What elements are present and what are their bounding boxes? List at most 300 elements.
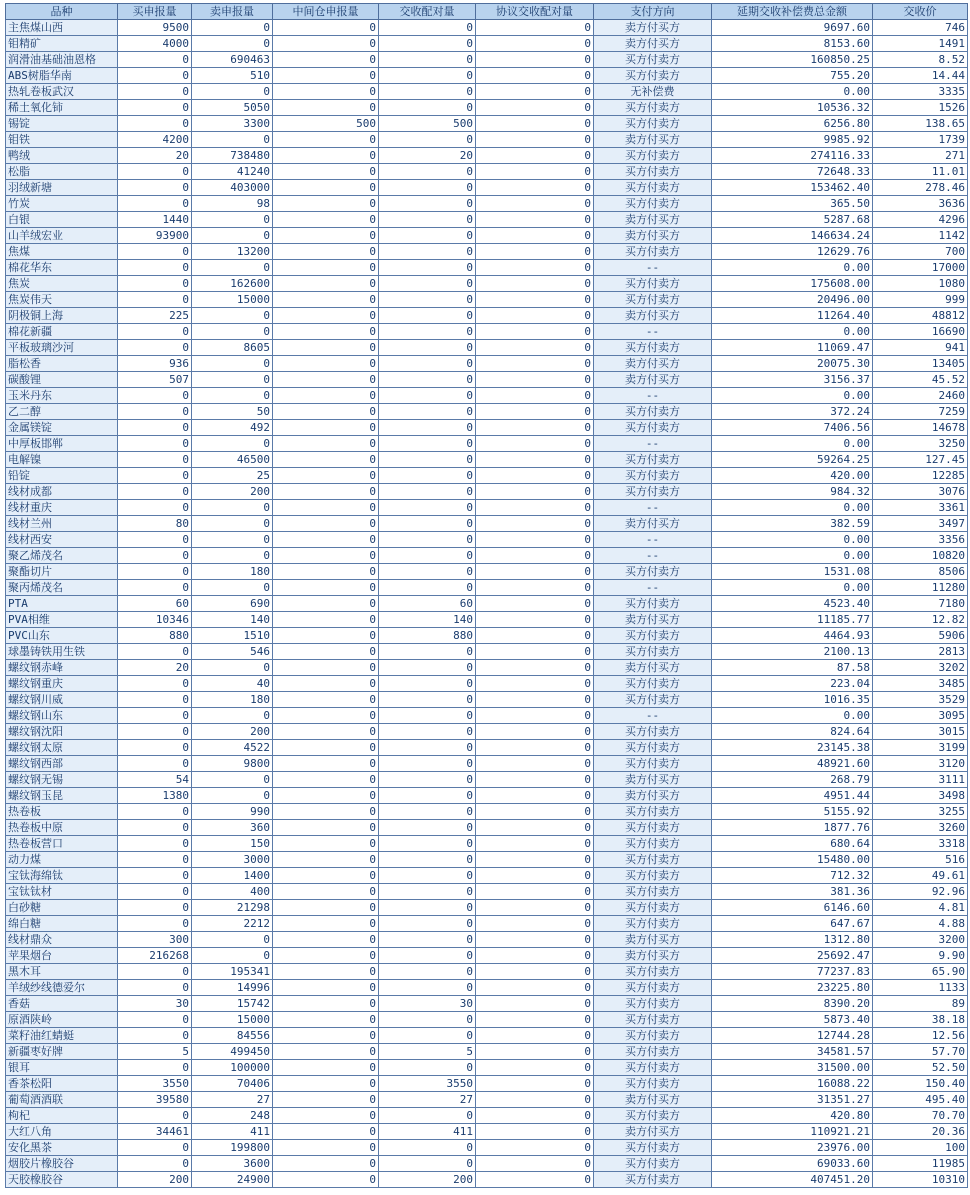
cell-pay-direction: 买方付卖方	[594, 740, 712, 756]
table-row	[6, 852, 968, 868]
cell-delivery-price: 3095	[873, 708, 968, 724]
cell-pay-direction: --	[594, 436, 712, 452]
cell-variety: 焦煤	[6, 244, 118, 260]
table-row	[6, 884, 968, 900]
cell-middle-qty: 0	[273, 356, 379, 372]
cell-matched-qty: 0	[379, 980, 476, 996]
cell-middle-qty: 0	[273, 548, 379, 564]
cell-sell-qty: 15000	[192, 292, 273, 308]
cell-sell-qty: 0	[192, 660, 273, 676]
cell-buy-qty: 0	[118, 1108, 192, 1124]
cell-pay-direction: 买方付卖方	[594, 52, 712, 68]
col-header-compensation-amount: 延期交收补偿费总金额	[712, 4, 873, 20]
cell-agreement-qty: 0	[476, 196, 594, 212]
cell-middle-qty: 0	[273, 996, 379, 1012]
table-row	[6, 324, 968, 340]
cell-sell-qty: 200	[192, 724, 273, 740]
cell-middle-qty: 0	[273, 916, 379, 932]
cell-pay-direction: 卖方付买方	[594, 660, 712, 676]
cell-agreement-qty: 0	[476, 996, 594, 1012]
cell-delivery-price: 92.96	[873, 884, 968, 900]
cell-buy-qty: 54	[118, 772, 192, 788]
cell-middle-qty: 0	[273, 932, 379, 948]
cell-middle-qty: 500	[273, 116, 379, 132]
cell-pay-direction: 卖方付买方	[594, 948, 712, 964]
cell-sell-qty: 0	[192, 532, 273, 548]
cell-agreement-qty: 0	[476, 1076, 594, 1092]
col-header-buy-qty: 买申报量	[118, 4, 192, 20]
cell-agreement-qty: 0	[476, 164, 594, 180]
cell-matched-qty: 0	[379, 564, 476, 580]
cell-sell-qty: 0	[192, 500, 273, 516]
cell-variety: 羊绒纱线德爱尔	[6, 980, 118, 996]
cell-compensation-amount: 20496.00	[712, 292, 873, 308]
cell-agreement-qty: 0	[476, 148, 594, 164]
cell-sell-qty: 2212	[192, 916, 273, 932]
cell-buy-qty: 0	[118, 1060, 192, 1076]
cell-buy-qty: 0	[118, 756, 192, 772]
cell-compensation-amount: 274116.33	[712, 148, 873, 164]
cell-agreement-qty: 0	[476, 788, 594, 804]
cell-pay-direction: --	[594, 580, 712, 596]
cell-variety: 润滑油基础油恩格	[6, 52, 118, 68]
cell-compensation-amount: 824.64	[712, 724, 873, 740]
cell-agreement-qty: 0	[476, 612, 594, 628]
cell-compensation-amount: 16088.22	[712, 1076, 873, 1092]
cell-middle-qty: 0	[273, 148, 379, 164]
cell-delivery-price: 38.18	[873, 1012, 968, 1028]
cell-agreement-qty: 0	[476, 948, 594, 964]
cell-variety: 线材兰州	[6, 516, 118, 532]
cell-compensation-amount: 160850.25	[712, 52, 873, 68]
table-row	[6, 1028, 968, 1044]
cell-matched-qty: 0	[379, 708, 476, 724]
cell-matched-qty: 0	[379, 852, 476, 868]
cell-sell-qty: 0	[192, 388, 273, 404]
cell-pay-direction: 卖方付买方	[594, 1092, 712, 1108]
cell-buy-qty: 0	[118, 564, 192, 580]
cell-matched-qty: 0	[379, 1012, 476, 1028]
cell-delivery-price: 11280	[873, 580, 968, 596]
cell-variety: 绵白糖	[6, 916, 118, 932]
cell-matched-qty: 411	[379, 1124, 476, 1140]
cell-compensation-amount: 9697.60	[712, 20, 873, 36]
cell-agreement-qty: 0	[476, 20, 594, 36]
cell-middle-qty: 0	[273, 788, 379, 804]
table-row	[6, 20, 968, 36]
cell-agreement-qty: 0	[476, 1108, 594, 1124]
cell-variety: 聚酯切片	[6, 564, 118, 580]
cell-pay-direction: --	[594, 260, 712, 276]
cell-compensation-amount: 1531.08	[712, 564, 873, 580]
cell-agreement-qty: 0	[476, 356, 594, 372]
cell-compensation-amount: 8390.20	[712, 996, 873, 1012]
cell-agreement-qty: 0	[476, 852, 594, 868]
cell-sell-qty: 248	[192, 1108, 273, 1124]
table-row	[6, 276, 968, 292]
cell-compensation-amount: 23976.00	[712, 1140, 873, 1156]
cell-delivery-price: 3636	[873, 196, 968, 212]
cell-buy-qty: 0	[118, 836, 192, 852]
cell-delivery-price: 57.70	[873, 1044, 968, 1060]
table-row	[6, 1012, 968, 1028]
cell-sell-qty: 0	[192, 308, 273, 324]
cell-buy-qty: 0	[118, 468, 192, 484]
cell-delivery-price: 3529	[873, 692, 968, 708]
cell-sell-qty: 21298	[192, 900, 273, 916]
cell-delivery-price: 11.01	[873, 164, 968, 180]
table-row	[6, 868, 968, 884]
cell-pay-direction: 买方付卖方	[594, 404, 712, 420]
cell-sell-qty: 50	[192, 404, 273, 420]
cell-sell-qty: 4522	[192, 740, 273, 756]
cell-middle-qty: 0	[273, 1044, 379, 1060]
cell-sell-qty: 0	[192, 708, 273, 724]
cell-buy-qty: 4000	[118, 36, 192, 52]
cell-matched-qty: 5	[379, 1044, 476, 1060]
cell-variety: 线材鼎众	[6, 932, 118, 948]
table-row	[6, 468, 968, 484]
cell-matched-qty: 0	[379, 1156, 476, 1172]
cell-buy-qty: 3550	[118, 1076, 192, 1092]
cell-variety: 热卷板中原	[6, 820, 118, 836]
cell-variety: 脂松香	[6, 356, 118, 372]
cell-delivery-price: 45.52	[873, 372, 968, 388]
cell-middle-qty: 0	[273, 20, 379, 36]
cell-variety: 钼铁	[6, 132, 118, 148]
cell-variety: 稀土氧化铈	[6, 100, 118, 116]
table-row	[6, 1076, 968, 1092]
cell-matched-qty: 27	[379, 1092, 476, 1108]
cell-compensation-amount: 11185.77	[712, 612, 873, 628]
table-row	[6, 132, 968, 148]
cell-matched-qty: 140	[379, 612, 476, 628]
cell-variety: 钼精矿	[6, 36, 118, 52]
cell-delivery-price: 14.44	[873, 68, 968, 84]
cell-variety: ABS树脂华南	[6, 68, 118, 84]
cell-pay-direction: 买方付卖方	[594, 164, 712, 180]
cell-pay-direction: 买方付卖方	[594, 1156, 712, 1172]
cell-matched-qty: 0	[379, 228, 476, 244]
cell-middle-qty: 0	[273, 308, 379, 324]
cell-middle-qty: 0	[273, 196, 379, 212]
cell-matched-qty: 0	[379, 404, 476, 420]
cell-delivery-price: 700	[873, 244, 968, 260]
cell-compensation-amount: 77237.83	[712, 964, 873, 980]
cell-matched-qty: 0	[379, 964, 476, 980]
cell-sell-qty: 403000	[192, 180, 273, 196]
cell-middle-qty: 0	[273, 100, 379, 116]
col-header-matched-qty: 交收配对量	[379, 4, 476, 20]
cell-buy-qty: 0	[118, 852, 192, 868]
cell-pay-direction: 买方付卖方	[594, 1172, 712, 1188]
table-row	[6, 260, 968, 276]
cell-compensation-amount: 12629.76	[712, 244, 873, 260]
cell-matched-qty: 0	[379, 52, 476, 68]
cell-sell-qty: 738480	[192, 148, 273, 164]
cell-compensation-amount: 0.00	[712, 388, 873, 404]
cell-delivery-price: 516	[873, 852, 968, 868]
cell-delivery-price: 138.65	[873, 116, 968, 132]
cell-compensation-amount: 5873.40	[712, 1012, 873, 1028]
cell-middle-qty: 0	[273, 1060, 379, 1076]
cell-pay-direction: 买方付卖方	[594, 692, 712, 708]
cell-variety: 枸杞	[6, 1108, 118, 1124]
cell-buy-qty: 0	[118, 916, 192, 932]
cell-matched-qty: 0	[379, 196, 476, 212]
cell-buy-qty: 0	[118, 116, 192, 132]
cell-buy-qty: 39580	[118, 1092, 192, 1108]
cell-agreement-qty: 0	[476, 564, 594, 580]
cell-delivery-price: 5906	[873, 628, 968, 644]
cell-agreement-qty: 0	[476, 532, 594, 548]
cell-buy-qty: 0	[118, 420, 192, 436]
cell-agreement-qty: 0	[476, 404, 594, 420]
table-row	[6, 932, 968, 948]
cell-pay-direction: 买方付卖方	[594, 196, 712, 212]
cell-compensation-amount: 59264.25	[712, 452, 873, 468]
cell-delivery-price: 14678	[873, 420, 968, 436]
cell-delivery-price: 1739	[873, 132, 968, 148]
table-row	[6, 100, 968, 116]
cell-sell-qty: 180	[192, 564, 273, 580]
table-row	[6, 420, 968, 436]
cell-matched-qty: 0	[379, 260, 476, 276]
cell-pay-direction: 买方付卖方	[594, 916, 712, 932]
cell-delivery-price: 3076	[873, 484, 968, 500]
cell-pay-direction: 买方付卖方	[594, 900, 712, 916]
table-row	[6, 676, 968, 692]
cell-variety: 鸭绒	[6, 148, 118, 164]
cell-sell-qty: 0	[192, 932, 273, 948]
cell-sell-qty: 14996	[192, 980, 273, 996]
cell-compensation-amount: 3156.37	[712, 372, 873, 388]
cell-matched-qty: 0	[379, 180, 476, 196]
cell-variety: 铅锭	[6, 468, 118, 484]
cell-matched-qty: 0	[379, 548, 476, 564]
cell-buy-qty: 0	[118, 548, 192, 564]
cell-pay-direction: 买方付卖方	[594, 868, 712, 884]
cell-matched-qty: 0	[379, 500, 476, 516]
col-header-delivery-price: 交收价	[873, 4, 968, 20]
cell-buy-qty: 0	[118, 244, 192, 260]
cell-matched-qty: 0	[379, 692, 476, 708]
cell-delivery-price: 3120	[873, 756, 968, 772]
cell-compensation-amount: 0.00	[712, 500, 873, 516]
table-row	[6, 692, 968, 708]
cell-agreement-qty: 0	[476, 340, 594, 356]
cell-matched-qty: 0	[379, 132, 476, 148]
cell-pay-direction: 买方付卖方	[594, 1076, 712, 1092]
cell-delivery-price: 8.52	[873, 52, 968, 68]
cell-agreement-qty: 0	[476, 676, 594, 692]
cell-sell-qty: 690	[192, 596, 273, 612]
cell-variety: 聚乙烯茂名	[6, 548, 118, 564]
cell-buy-qty: 4200	[118, 132, 192, 148]
cell-agreement-qty: 0	[476, 292, 594, 308]
table-row	[6, 180, 968, 196]
cell-pay-direction: 卖方付买方	[594, 772, 712, 788]
table-row	[6, 708, 968, 724]
cell-pay-direction: --	[594, 548, 712, 564]
cell-pay-direction: 买方付卖方	[594, 1028, 712, 1044]
cell-pay-direction: --	[594, 532, 712, 548]
cell-pay-direction: 买方付卖方	[594, 68, 712, 84]
cell-agreement-qty: 0	[476, 708, 594, 724]
cell-middle-qty: 0	[273, 324, 379, 340]
cell-matched-qty: 0	[379, 468, 476, 484]
table-row	[6, 1172, 968, 1188]
cell-middle-qty: 0	[273, 516, 379, 532]
cell-variety: 锡锭	[6, 116, 118, 132]
table-row	[6, 52, 968, 68]
cell-buy-qty: 0	[118, 180, 192, 196]
table-row	[6, 436, 968, 452]
cell-delivery-price: 3255	[873, 804, 968, 820]
cell-buy-qty: 0	[118, 964, 192, 980]
cell-middle-qty: 0	[273, 532, 379, 548]
cell-buy-qty: 0	[118, 804, 192, 820]
cell-matched-qty: 200	[379, 1172, 476, 1188]
cell-pay-direction: 买方付卖方	[594, 420, 712, 436]
cell-delivery-price: 4296	[873, 212, 968, 228]
cell-matched-qty: 0	[379, 212, 476, 228]
cell-pay-direction: 买方付卖方	[594, 820, 712, 836]
cell-agreement-qty: 0	[476, 52, 594, 68]
cell-middle-qty: 0	[273, 756, 379, 772]
cell-pay-direction: 卖方付买方	[594, 20, 712, 36]
cell-compensation-amount: 1312.80	[712, 932, 873, 948]
cell-agreement-qty: 0	[476, 1060, 594, 1076]
table-body	[6, 20, 968, 1188]
cell-agreement-qty: 0	[476, 964, 594, 980]
cell-sell-qty: 3300	[192, 116, 273, 132]
cell-middle-qty: 0	[273, 564, 379, 580]
cell-compensation-amount: 31500.00	[712, 1060, 873, 1076]
cell-delivery-price: 13405	[873, 356, 968, 372]
cell-pay-direction: 买方付卖方	[594, 1108, 712, 1124]
cell-matched-qty: 0	[379, 484, 476, 500]
cell-buy-qty: 200	[118, 1172, 192, 1188]
cell-compensation-amount: 0.00	[712, 580, 873, 596]
cell-matched-qty: 0	[379, 820, 476, 836]
delivery-compensation-table	[5, 3, 968, 1188]
cell-buy-qty: 880	[118, 628, 192, 644]
cell-delivery-price: 3111	[873, 772, 968, 788]
cell-variety: PVC山东	[6, 628, 118, 644]
cell-agreement-qty: 0	[476, 308, 594, 324]
cell-variety: 香茶松阳	[6, 1076, 118, 1092]
cell-middle-qty: 0	[273, 468, 379, 484]
cell-variety: 螺纹钢川威	[6, 692, 118, 708]
cell-matched-qty: 60	[379, 596, 476, 612]
cell-matched-qty: 0	[379, 788, 476, 804]
cell-compensation-amount: 372.24	[712, 404, 873, 420]
cell-compensation-amount: 420.00	[712, 468, 873, 484]
cell-sell-qty: 0	[192, 948, 273, 964]
cell-agreement-qty: 0	[476, 1092, 594, 1108]
cell-matched-qty: 0	[379, 948, 476, 964]
cell-middle-qty: 0	[273, 804, 379, 820]
cell-agreement-qty: 0	[476, 1124, 594, 1140]
cell-sell-qty: 5050	[192, 100, 273, 116]
cell-matched-qty: 0	[379, 676, 476, 692]
cell-agreement-qty: 0	[476, 1044, 594, 1060]
cell-middle-qty: 0	[273, 980, 379, 996]
cell-buy-qty: 1380	[118, 788, 192, 804]
cell-compensation-amount: 420.80	[712, 1108, 873, 1124]
cell-middle-qty: 0	[273, 228, 379, 244]
cell-matched-qty: 0	[379, 804, 476, 820]
cell-compensation-amount: 223.04	[712, 676, 873, 692]
cell-variety: 螺纹钢沈阳	[6, 724, 118, 740]
cell-buy-qty: 60	[118, 596, 192, 612]
cell-delivery-price: 100	[873, 1140, 968, 1156]
cell-buy-qty: 216268	[118, 948, 192, 964]
table-row	[6, 964, 968, 980]
cell-sell-qty: 0	[192, 84, 273, 100]
cell-middle-qty: 0	[273, 52, 379, 68]
cell-variety: 安化黑茶	[6, 1140, 118, 1156]
cell-matched-qty: 0	[379, 916, 476, 932]
cell-buy-qty: 0	[118, 260, 192, 276]
cell-buy-qty: 0	[118, 484, 192, 500]
cell-middle-qty: 0	[273, 900, 379, 916]
cell-compensation-amount: 31351.27	[712, 1092, 873, 1108]
table-row	[6, 756, 968, 772]
cell-compensation-amount: 0.00	[712, 548, 873, 564]
cell-middle-qty: 0	[273, 1076, 379, 1092]
cell-pay-direction: 卖方付买方	[594, 36, 712, 52]
cell-compensation-amount: 7406.56	[712, 420, 873, 436]
cell-delivery-price: 3250	[873, 436, 968, 452]
cell-variety: 球墨铸铁用生铁	[6, 644, 118, 660]
table-row	[6, 388, 968, 404]
cell-delivery-price: 4.88	[873, 916, 968, 932]
table-row	[6, 660, 968, 676]
cell-sell-qty: 0	[192, 580, 273, 596]
cell-pay-direction: --	[594, 708, 712, 724]
cell-sell-qty: 492	[192, 420, 273, 436]
cell-compensation-amount: 5155.92	[712, 804, 873, 820]
table-row	[6, 772, 968, 788]
cell-delivery-price: 1142	[873, 228, 968, 244]
cell-matched-qty: 0	[379, 308, 476, 324]
cell-middle-qty: 0	[273, 884, 379, 900]
cell-middle-qty: 0	[273, 1108, 379, 1124]
cell-variety: 原酒陕岭	[6, 1012, 118, 1028]
cell-agreement-qty: 0	[476, 68, 594, 84]
cell-middle-qty: 0	[273, 292, 379, 308]
cell-pay-direction: 买方付卖方	[594, 116, 712, 132]
cell-delivery-price: 89	[873, 996, 968, 1012]
cell-middle-qty: 0	[273, 1156, 379, 1172]
cell-pay-direction: 买方付卖方	[594, 1140, 712, 1156]
cell-matched-qty: 0	[379, 516, 476, 532]
cell-pay-direction: 买方付卖方	[594, 148, 712, 164]
cell-pay-direction: 买方付卖方	[594, 276, 712, 292]
cell-compensation-amount: 25692.47	[712, 948, 873, 964]
table-row	[6, 84, 968, 100]
cell-pay-direction: 买方付卖方	[594, 756, 712, 772]
cell-delivery-price: 3260	[873, 820, 968, 836]
cell-agreement-qty: 0	[476, 596, 594, 612]
cell-sell-qty: 140	[192, 612, 273, 628]
cell-delivery-price: 7180	[873, 596, 968, 612]
cell-pay-direction: --	[594, 324, 712, 340]
cell-pay-direction: 卖方付买方	[594, 612, 712, 628]
cell-delivery-price: 150.40	[873, 1076, 968, 1092]
